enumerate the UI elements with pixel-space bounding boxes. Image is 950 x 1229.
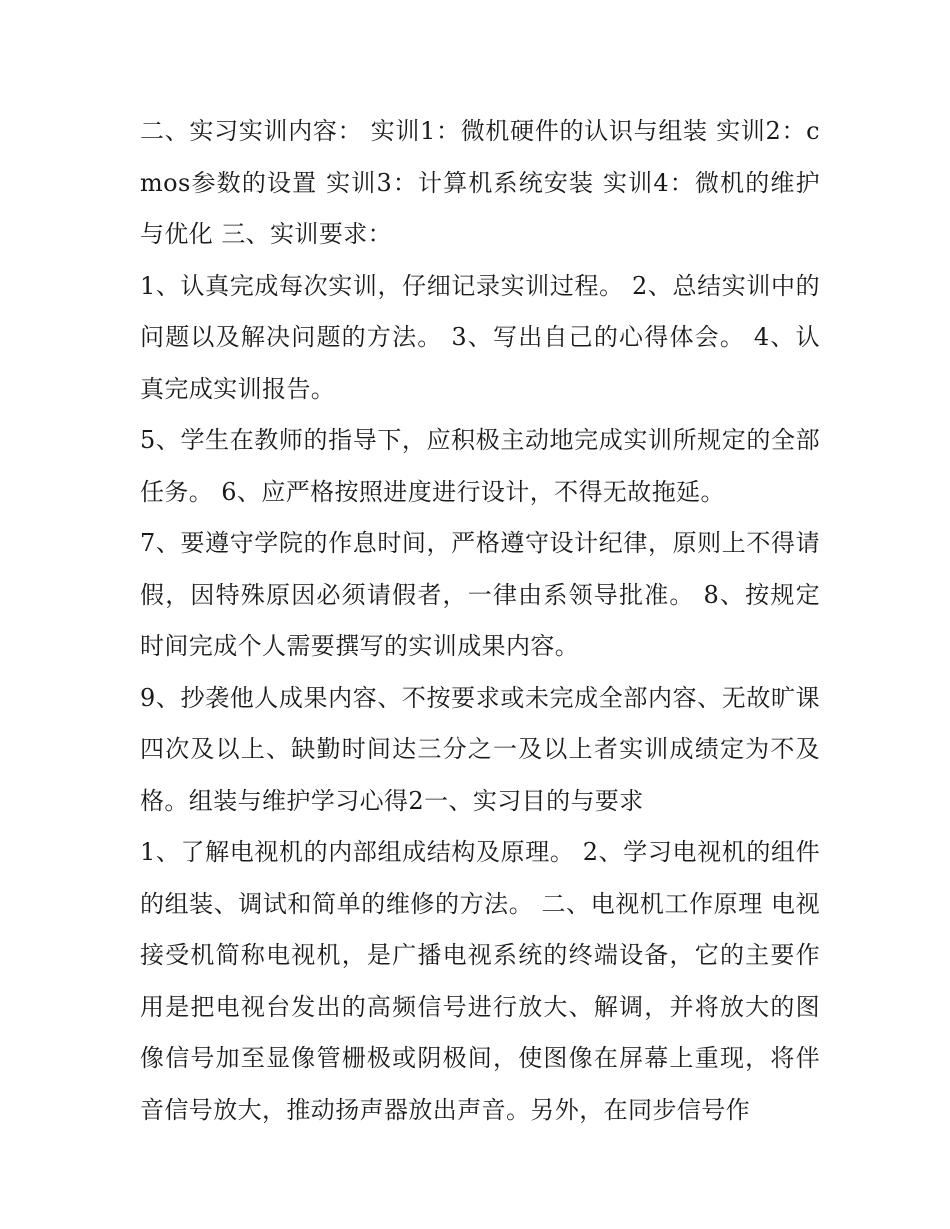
paragraph-requirements-5-6: 5、学生在教师的指导下，应积极主动地完成实训所规定的全部任务。 6、应严格按照进度进行设计，不得无故拖延。 <box>140 426 820 506</box>
paragraph-training-content: 二、实习实训内容： 实训1：微机硬件的认识与组装 实训2：cmos参数的设置 实训3：计算机系统安装 实训4：微机的维护与优化 三、实训要求： <box>140 117 820 248</box>
document-body <box>140 106 820 1136</box>
paragraph-requirements-9: 9、抄袭他人成果内容、不按要求或未完成全部内容、无故旷课四次及以上、缺勤时间达三分之一及以上者实训成绩定为不及格。组装与维护学习心得2一、实习目的与要求 <box>140 683 820 815</box>
paragraph-requirements-1-4: 1、认真完成每次实训，仔细记录实训过程。 2、总结实训中的问题以及解决问题的方法。 3、写出自己的心得体会。 4、认真完成实训报告。 <box>140 271 820 403</box>
paragraph-requirements-7-8: 7、要遵守学院的作息时间，严格遵守设计纪律，原则上不得请假，因特殊原因必须请假者，一律由系领导批准。 8、按规定时间完成个人需要撰写的实训成果内容。 <box>140 529 820 660</box>
paragraph-tv-principle: 1、了解电视机的内部组成结构及原理。 2、学习电视机的组件的组装、调试和简单的维修的方法。 二、电视机工作原理 电视接受机简称电视机，是广播电视系统的终端设备，它的主要作用是把电视台发出的高频信号进行放大、解调，并将放大的图像信号加至显像管栅极或阴极间，使图像在屏幕上重现，将伴音信号放大，推动扬声器放出声音。另外，在同步信号作 <box>140 838 820 1124</box>
